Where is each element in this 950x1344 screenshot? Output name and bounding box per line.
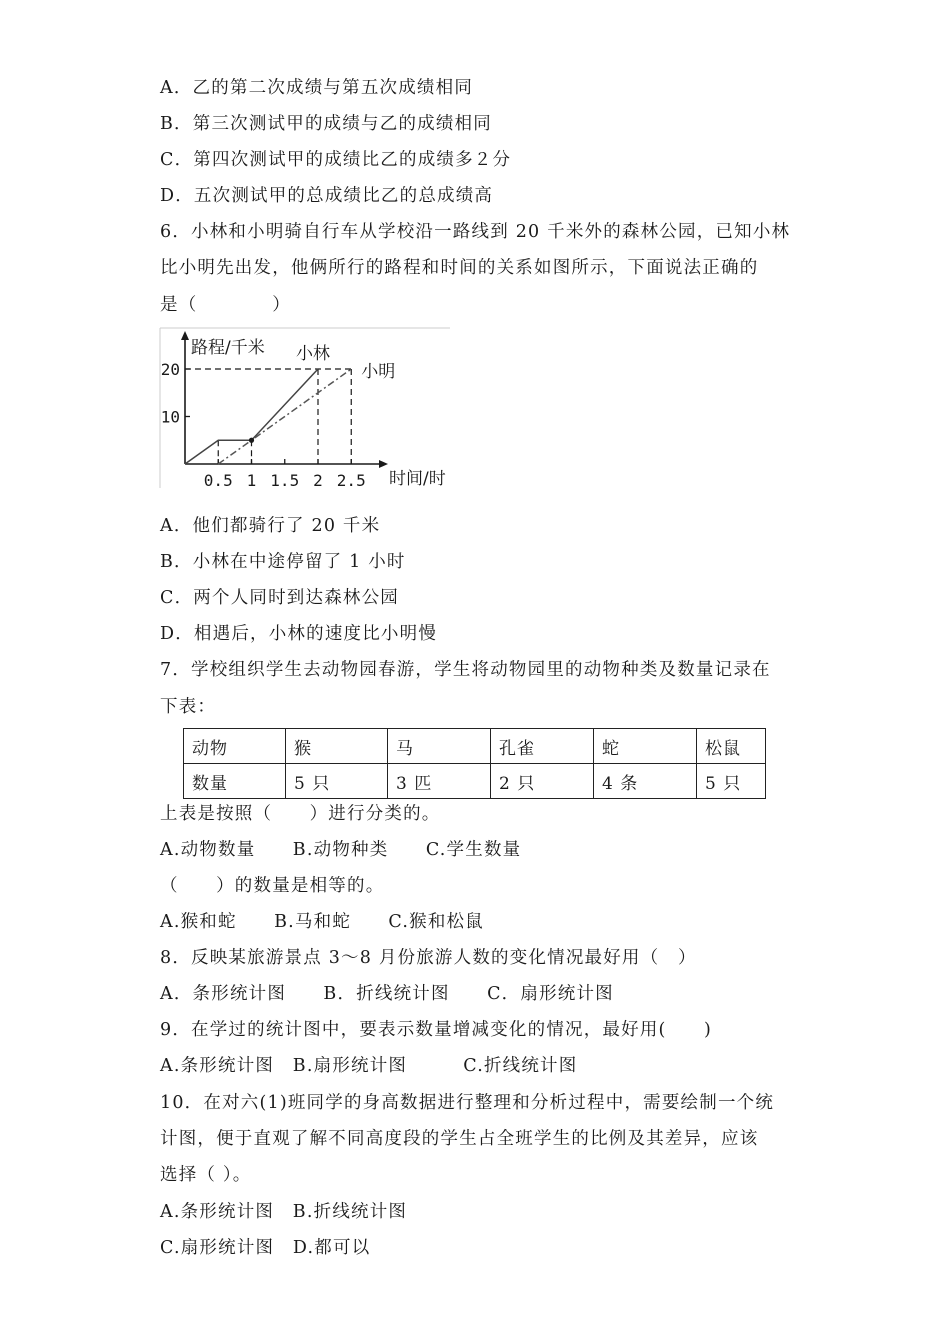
q7-stem-line-1: 7．学校组织学生去动物园春游，学生将动物园里的动物种类及数量记录在 (160, 660, 771, 680)
table-cell: 数量 (184, 764, 286, 799)
meeting-point (249, 438, 254, 443)
x-tick-label: 0.5 (203, 471, 233, 490)
table-row (184, 764, 766, 799)
series-label-xiaoming: 小明 (361, 362, 396, 382)
table-cell: 马 (388, 729, 491, 764)
table-cell: 4 条 (594, 764, 697, 799)
q5-option-c: C．第四次测试甲的成绩比乙的成绩多２分 (160, 150, 512, 170)
table-cell: 5 只 (697, 764, 766, 799)
q6-stem-line-3: 是（ ） (160, 295, 291, 315)
table-cell: 孔雀 (491, 729, 594, 764)
y-tick-label: 10 (160, 407, 180, 427)
table-cell: 蛇 (594, 729, 697, 764)
q10-stem-line-3: 选择（ ）。 (160, 1165, 252, 1185)
table-cell: 动物 (184, 729, 286, 764)
q6-option-c: C．两个人同时到达森林公园 (160, 588, 399, 608)
table-cell: 猴 (286, 729, 388, 764)
y-axis-label: 路程/千米 (191, 338, 265, 358)
q9-stem: 9．在学过的统计图中，要表示数量增减变化的情况，最好用( ) (160, 1020, 712, 1040)
table-cell: 5 只 (286, 764, 388, 799)
q6-option-d: D．相遇后，小林的速度比小明慢 (160, 624, 438, 644)
series-label-xiaolin: 小林 (296, 344, 330, 364)
q8-options: A．条形统计图 B．折线统计图 C．扇形统计图 (160, 984, 614, 1004)
table-cell: 松鼠 (697, 729, 766, 764)
q7-sub1-options: A.动物数量 B.动物种类 C.学生数量 (160, 840, 522, 860)
animal-count-table (183, 728, 766, 799)
q6-option-a: A．他们都骑行了 20 千米 (160, 516, 381, 536)
q7-stem-line-2: 下表： (160, 697, 217, 717)
x-tick-label: 2 (313, 471, 323, 490)
series-line-xiaolin (185, 369, 318, 464)
q10-options-line-1: A.条形统计图 B.折线统计图 (160, 1202, 408, 1222)
distance-time-chart (158, 326, 458, 494)
q5-option-d: D．五次测试甲的总成绩比乙的总成绩高 (160, 186, 494, 206)
x-axis-label: 时间/时 (389, 469, 446, 489)
q7-sub2: （ ）的数量是相等的。 (160, 876, 385, 896)
q8-stem: 8．反映某旅游景点 3～8 月份旅游人数的变化情况最好用（ ） (160, 948, 697, 968)
q5-option-a: A．乙的第二次成绩与第五次成绩相同 (160, 78, 474, 98)
x-tick-label: 1.5 (270, 471, 300, 490)
x-tick-label: 2.5 (336, 471, 366, 490)
q6-option-b: B．小林在中途停留了 1 小时 (160, 552, 406, 572)
q6-stem-line-1: 6．小林和小明骑自行车从学校沿一路线到 20 千米外的森林公园，已知小林 (160, 222, 791, 242)
series-line-xiaoming (218, 369, 351, 464)
table-cell: 2 只 (491, 764, 594, 799)
x-tick-label: 1 (246, 471, 257, 490)
x-axis-arrow (379, 460, 388, 468)
q7-sub1: 上表是按照（ ）进行分类的。 (160, 804, 441, 824)
y-axis-arrow (181, 331, 189, 340)
table-header-row (184, 729, 766, 764)
q6-stem-line-2: 比小明先出发，他俩所行的路程和时间的关系如图所示，下面说法正确的 (160, 258, 759, 278)
q5-option-b: B．第三次测试甲的成绩与乙的成绩相同 (160, 114, 492, 134)
q7-sub2-options: A.猴和蛇 B.马和蛇 C.猴和松鼠 (160, 912, 484, 932)
q10-stem-line-2: 计图，便于直观了解不同高度段的学生占全班学生的比例及其差异，应该 (160, 1129, 759, 1149)
y-tick-label: 20 (160, 360, 180, 379)
table-cell: 3 匹 (388, 764, 491, 799)
q9-options: A.条形统计图 B.扇形统计图 C.折线统计图 (160, 1056, 578, 1076)
q10-stem-line-1: 10．在对六(1)班同学的身高数据进行整理和分析过程中，需要绘制一个统 (160, 1093, 775, 1113)
q10-options-line-2: C.扇形统计图 D.都可以 (160, 1238, 371, 1258)
